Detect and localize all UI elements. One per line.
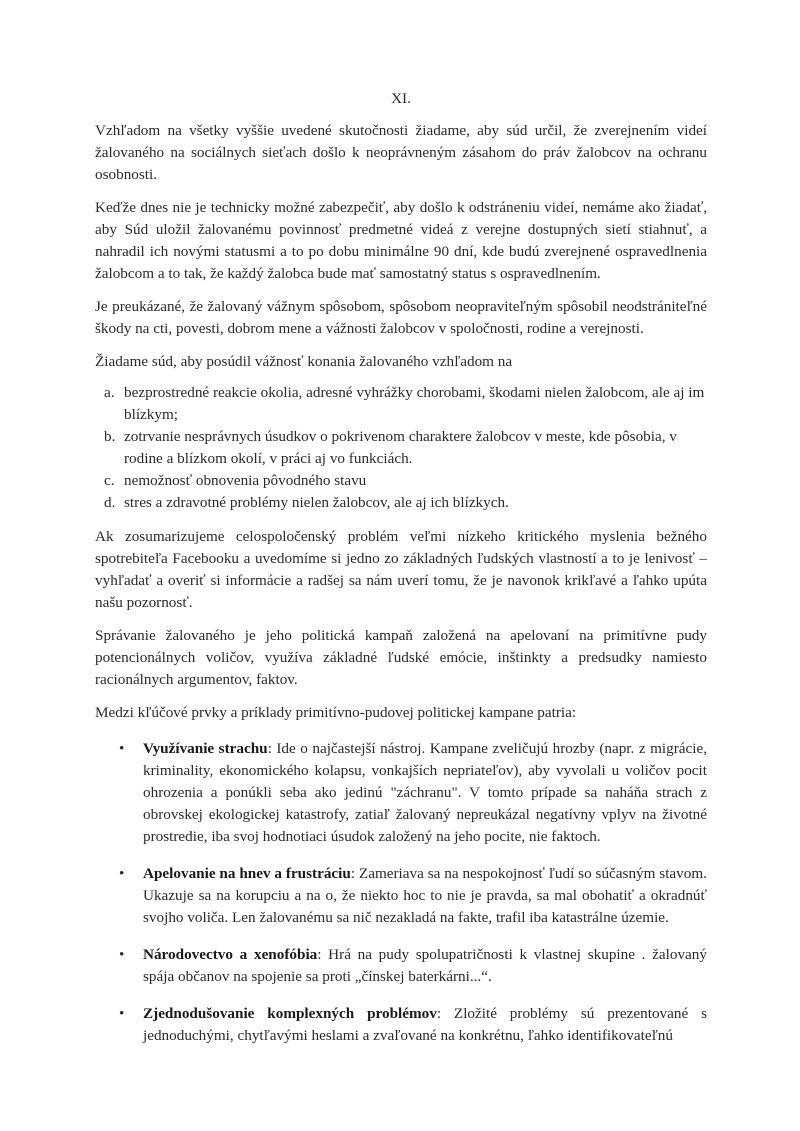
bullet-term: Apelovanie na hnev a frustráciu <box>143 865 351 882</box>
list-item <box>95 738 707 848</box>
list-item <box>95 492 707 514</box>
list-marker: b. <box>104 428 116 445</box>
section-heading: XI. <box>391 90 411 107</box>
list-item <box>95 863 707 929</box>
bullet-text: : Zameriava sa na nespokojnosť ľudí so súčasným stavom. Ukazuje sa na korupciu a na o, že niekto hoc to nie je pravda, sa mal obohatiť a okradnúť svojho voliča. Len žalovanému sa nič nezakladá na fakte, trafil iba katastrálne územie. <box>143 865 707 926</box>
bullet-term: Národovectvo a xenofóbia <box>143 946 318 963</box>
bullet-icon: • <box>119 1005 125 1022</box>
list-item <box>95 470 707 492</box>
paragraph-assess-seriousness: Žiadame súd, aby posúdil vážnosť konania žalovaného vzhľadom na <box>95 353 513 370</box>
bullet-icon: • <box>119 740 125 757</box>
paragraph-key-elements-intro: Medzi kľúčové prvky a príklady primitívno-pudovej politickej kampane patria: <box>95 704 577 721</box>
campaign-elements-list <box>95 738 707 1047</box>
paragraph-request-determination: Vzhľadom na všetky vyššie uvedené skutočnosti žiadame, aby súd určil, že zverejnením videí žalovaného na sociálnych sieťach došlo k neoprávneným zásahom do práv žalobcov na ochranu osobnosti. <box>95 122 707 183</box>
bullet-icon: • <box>119 865 125 882</box>
list-marker: c. <box>104 472 115 489</box>
list-item <box>95 382 707 426</box>
bullet-text: : Hrá na pudy spolupatričnosti k vlastnej skupine . žalovaný spája občanov na spojenie sa proti „čínskej baterkárni...“. <box>143 946 707 985</box>
list-item <box>95 944 707 988</box>
bullet-text: : Zložité problémy sú prezentované s jednoduchými, chytľavými heslami a zvaľované na konkrétnu, ľahko identifikovateľnú <box>143 1005 707 1044</box>
list-marker: d. <box>104 494 116 511</box>
seriousness-criteria-list <box>95 382 707 514</box>
bullet-text: : Ide o najčastejší nástroj. Kampane zveličujú hrozby (napr. z migrácie, kriminality, ekonomického kolapsu, vonkajších nepriateľov), aby vyvolali u voličov pocit ohrozenia a ponúkli seba ako jedinú "záchranu". V tomto prípade sa naháňa strach z obrovskej ekologickej katastrofy, zatiaľ žalovaný nepreukázal negatívny vplyv na životné prostredie, iba svoj hodnotiaci úsudok založený na jeho pocite, nie faktoch. <box>143 740 707 845</box>
bullet-icon: • <box>119 946 125 963</box>
bullet-term: Zjednodušovanie komplexných problémov <box>143 1005 437 1022</box>
list-item-text: zotrvanie nesprávnych úsudkov o pokrivenom charaktere žalobcov v meste, kde pôsobia, v rodine a blízkom okolí, v práci aj vo funkciách. <box>124 428 677 467</box>
paragraph-apology-statuses: Keďže dnes nie je technicky možné zabezpečiť, aby došlo k odstráneniu videí, nemáme ako žiadať, aby Súd uložil žalovanému povinnosť predmetné videá z verejne dostupných sietí stiahnuť, a nahradil ich novými statusmi a to po dobu minimálne 90 dní, kde budú zverejnené ospravedlnenia žalobcom a to tak, že každý žalobca bude mať samostatný status s ospravedlnením. <box>95 199 707 282</box>
list-marker: a. <box>104 384 115 401</box>
document-page <box>95 88 707 1062</box>
paragraph-political-campaign: Správanie žalovaného je jeho politická kampaň založená na apelovaní na primitívne pudy potencionálnych voličov, využíva základné ľudské emócie, inštinkty a predsudky namiesto racionálnych argumentov, faktov. <box>95 627 707 688</box>
bullet-term: Využívanie strachu <box>143 740 268 757</box>
list-item-text: bezprostredné reakcie okolia, adresné vyhrážky chorobami, škodami nielen žalobcom, ale aj im blízkym; <box>124 384 705 423</box>
list-item-text: stres a zdravotné problémy nielen žalobcov, ale aj ich blízkych. <box>124 494 509 511</box>
paragraph-damage-proven: Je preukázané, že žalovaný vážnym spôsobom, spôsobom neopraviteľným spôsobil neodstrániteľné škody na cti, povesti, dobrom mene a vážnosti žalobcov v spoločnosti, rodine a verejnosti. <box>95 298 707 337</box>
paragraph-critical-thinking: Ak zosumarizujeme celospoločenský problém veľmi nízkeho kritického myslenia bežného spotrebiteľa Facebooku a uvedomíme si jedno zo základných ľudských vlastností a to je lenivosť – vyhľadať a overiť si informácie a radšej sa nám uverí tomu, že je navonok krikľavé a ľahko upúta našu pozornosť. <box>95 528 707 611</box>
list-item <box>95 426 707 470</box>
list-item <box>95 1003 707 1047</box>
list-item-text: nemožnosť obnovenia pôvodného stavu <box>124 472 367 489</box>
